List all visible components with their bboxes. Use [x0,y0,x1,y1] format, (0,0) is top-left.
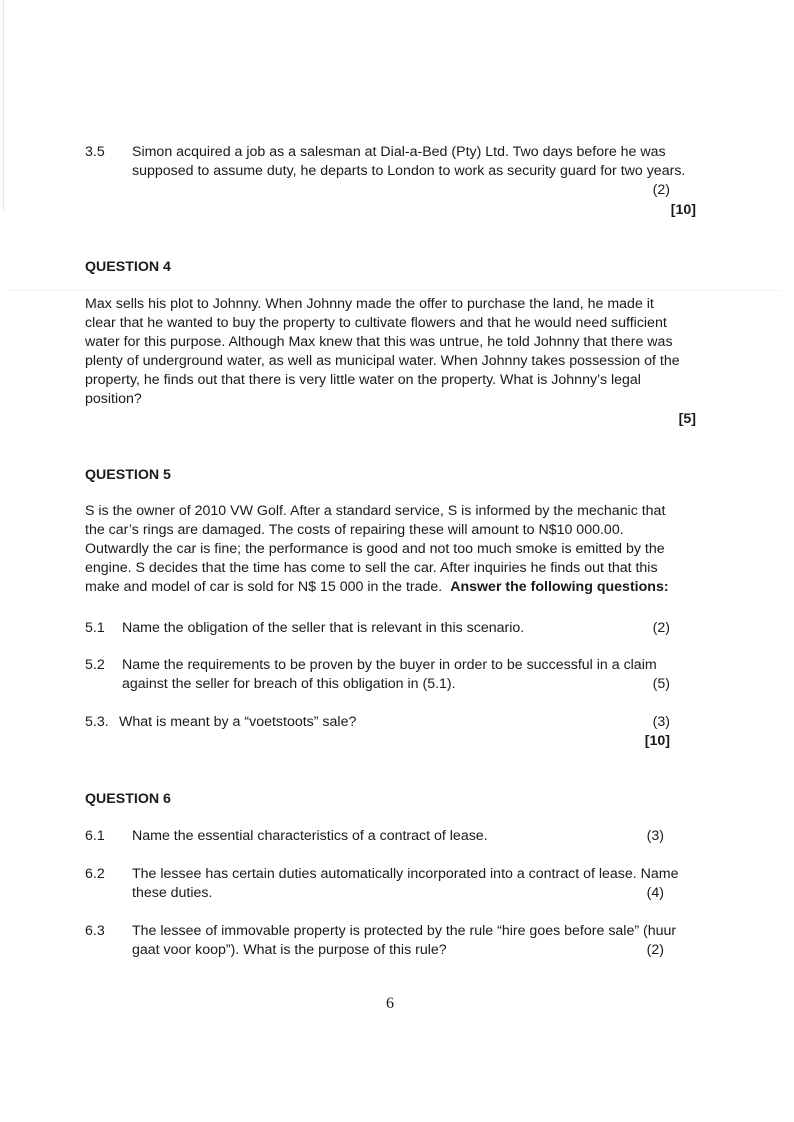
item-text-line-1: The lessee of immovable property is protected by the rule “hire goes before sale” (huur [132,923,677,939]
item-number: 5.2 [85,657,105,673]
item-number: 6.3 [85,923,105,939]
body-line: Max sells his plot to Johnny. When Johnny made the offer to purchase the land, he made it [85,296,654,312]
question-body [85,502,697,597]
item-mark: (2) [652,182,670,198]
item-text-line-2: supposed to assume duty, he departs to London to work as security guard for two years. [132,163,686,179]
question-body [85,295,697,409]
item-mark: (5) [652,676,670,692]
item-text-line-2: against the seller for breach of this obligation in (5.1). [122,676,456,692]
item-mark: (3) [652,714,670,730]
scan-edge-line [3,0,4,210]
item-number: 5.1 [85,620,105,636]
body-line: property, he finds out that there is very little water on the property. What is Johnny’s legal [85,372,641,388]
body-line: clear that he wanted to buy the property to cultivate flowers and that he would need sufficient [85,315,667,331]
scan-artifact-line [10,290,780,291]
question-total: [5] [678,411,696,427]
body-line-text: make and model of car is sold for N$ 15 000 in the trade. [85,579,443,595]
item-text-line-1: Name the essential characteristics of a contract of lease. [132,828,488,844]
body-line: water for this purpose. Although Max knew that this was untrue, he told Johnny that there was [85,334,673,350]
question-total: [10] [670,202,696,218]
item-number: 5.3. [85,714,109,730]
body-line: the car’s rings are damaged. The costs of repairing these will amount to N$10 000.00. [85,522,624,538]
item-mark: (4) [646,885,664,901]
question-heading: QUESTION 4 [85,259,171,275]
body-line: engine. S decides that the time has come to sell the car. After inquiries he finds out that this [85,560,658,576]
item-number: 6.1 [85,828,105,844]
item-mark: (2) [646,942,664,958]
item-text-line-2: these duties. [132,885,213,901]
body-line-last [85,578,697,597]
item-text-line-1: Name the requirements to be proven by the buyer in order to be successful in a claim [122,657,657,673]
item-text-line-1: Name the obligation of the seller that is relevant in this scenario. [122,620,525,636]
page-number: 6 [386,995,394,1012]
body-line: plenty of underground water, as well as municipal water. When Johnny takes possession of the [85,353,680,369]
body-line: Outwardly the car is fine; the performance is good and not too much smoke is emitted by the [85,541,665,557]
question-total: [10] [644,733,670,749]
body-line: position? [85,391,142,407]
item-text-line-1: Simon acquired a job as a salesman at Dial-a-Bed (Pty) Ltd. Two days before he was [132,144,666,160]
question-heading: QUESTION 6 [85,791,171,807]
item-text-line-2: gaat voor koop”). What is the purpose of this rule? [132,942,447,958]
item-text-line-1: The lessee has certain duties automatically incorporated into a contract of lease. Name [132,866,679,882]
item-number: 6.2 [85,866,105,882]
item-mark: (3) [646,828,664,844]
instruction-text: Answer the following questions: [450,579,669,595]
item-number: 3.5 [85,144,105,160]
item-mark: (2) [652,620,670,636]
question-heading: QUESTION 5 [85,467,171,483]
item-text-line-1: What is meant by a “voetstoots” sale? [119,714,357,730]
body-line: S is the owner of 2010 VW Golf. After a standard service, S is informed by the mechanic that [85,503,666,519]
